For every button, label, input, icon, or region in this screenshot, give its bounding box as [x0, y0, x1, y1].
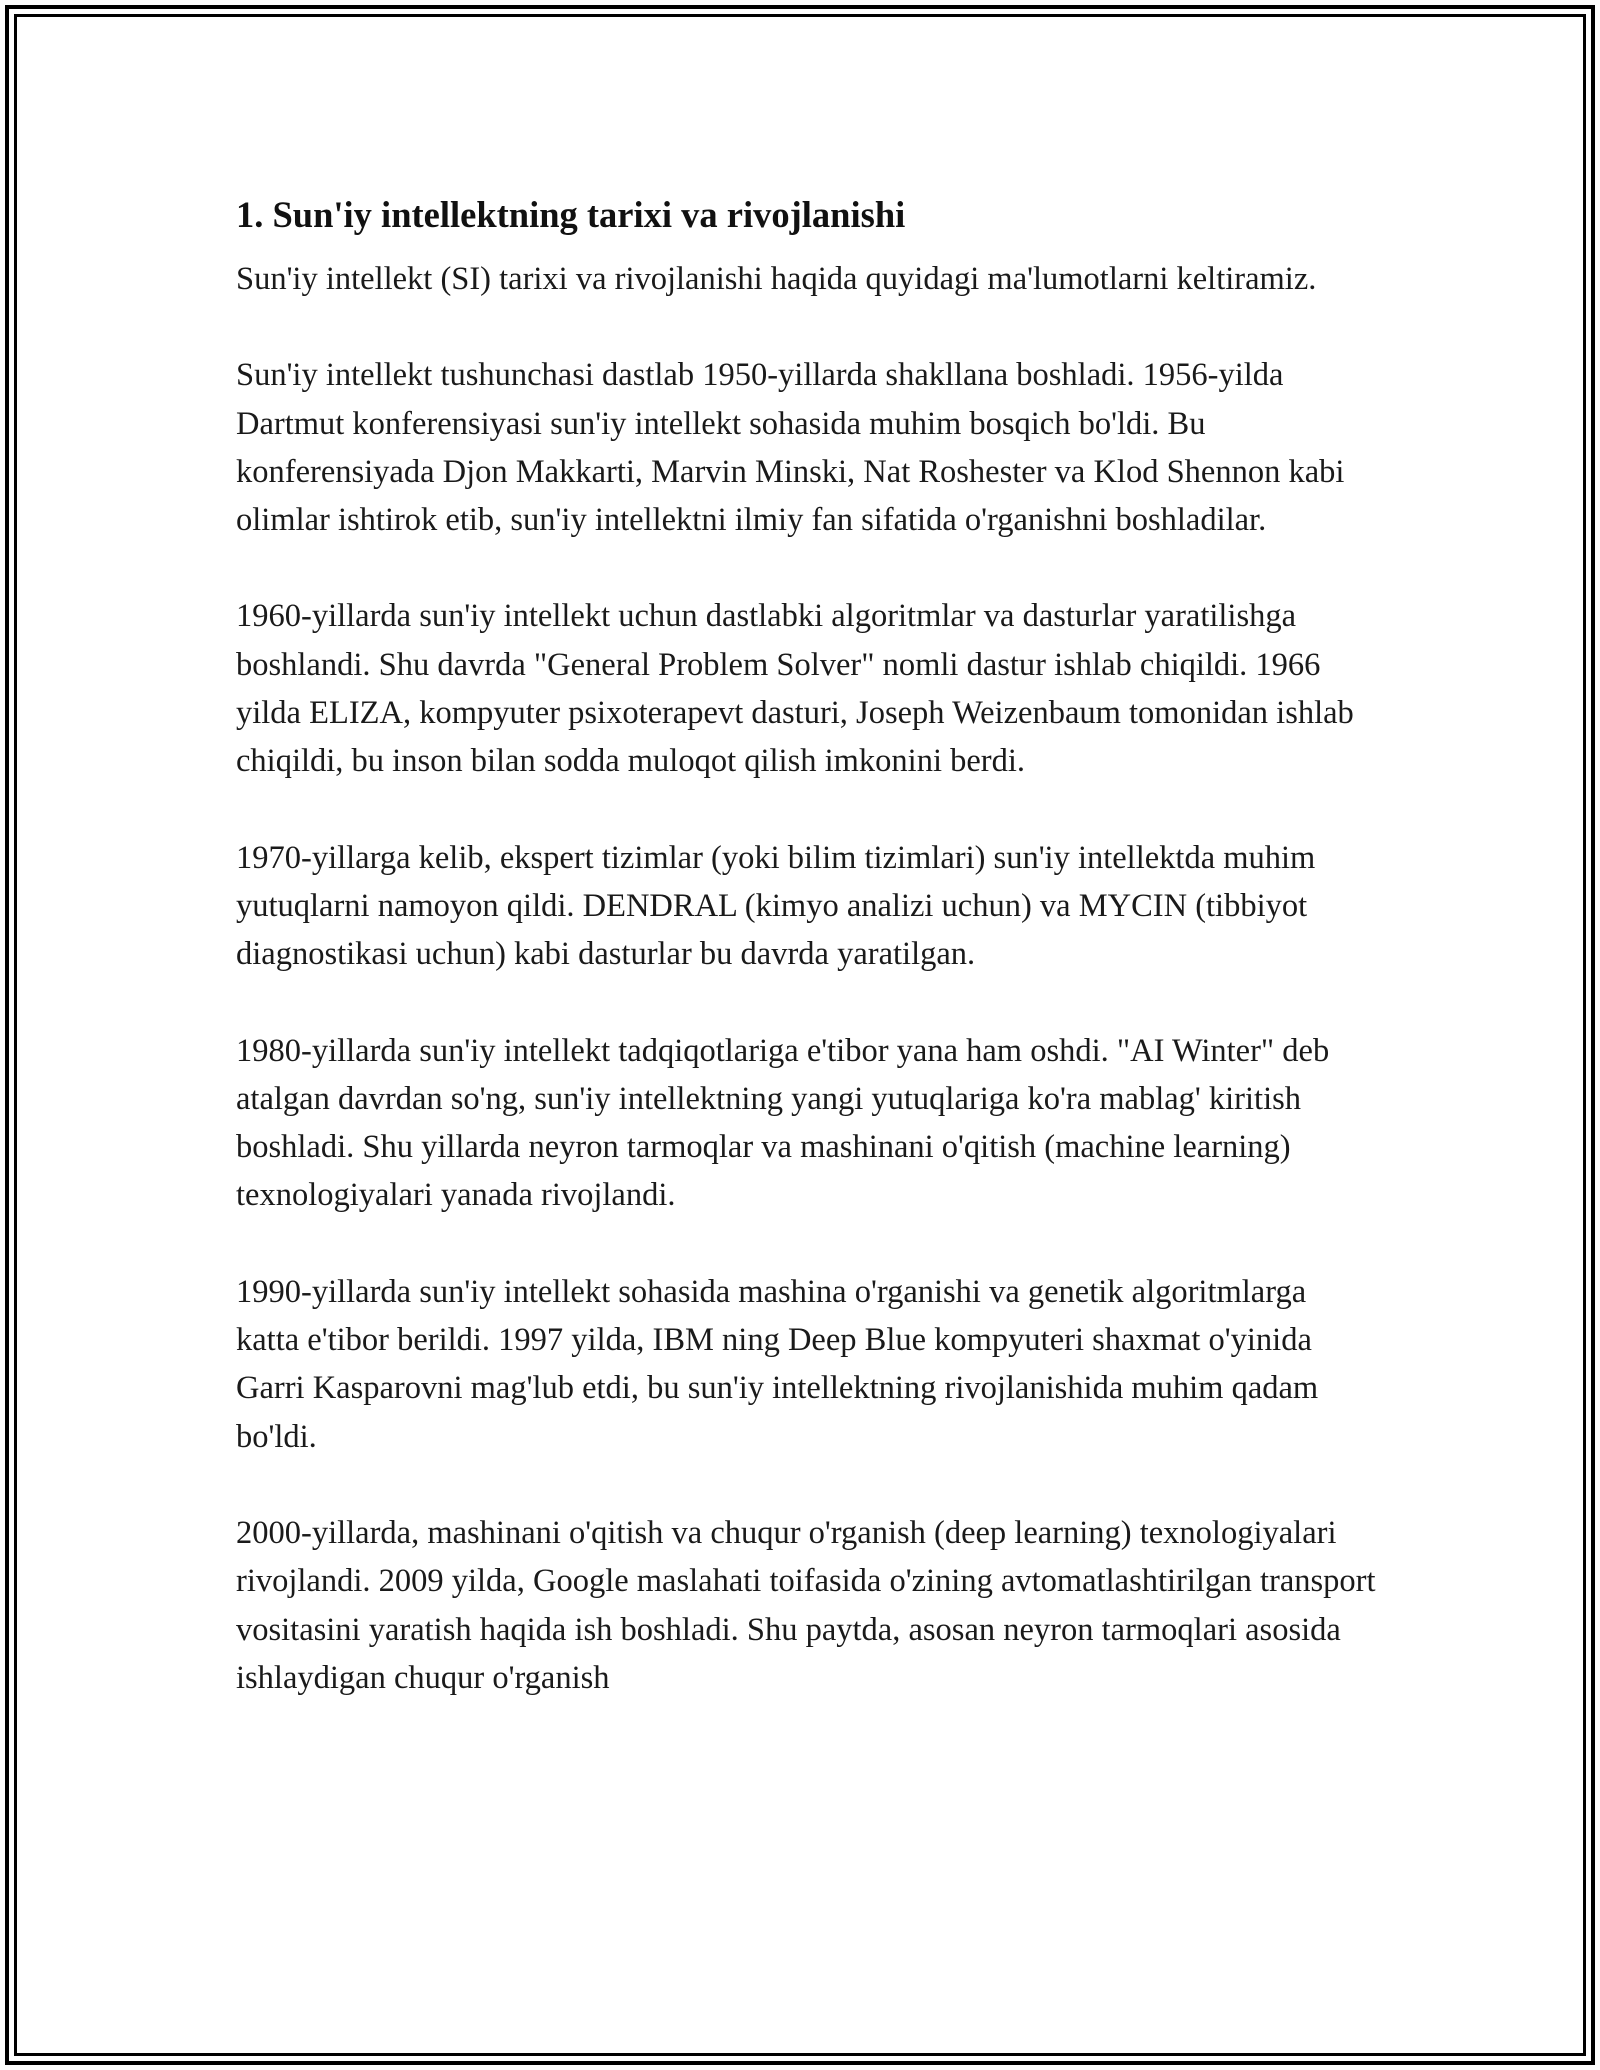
section-heading: 1. Sun'iy intellektning tarixi va rivojlanishi — [236, 194, 906, 235]
paragraph-1980s: 1980-yillarda sun'iy intellekt tadqiqotlariga e'tibor yana ham oshdi. "AI Winter" deb atalgan davrdan so'ng, sun'iy intellektning yangi yutuqlariga ko'ra mablag' kiritish boshladi. Shu yillarda neyron tarmoqlar va mashinani o'qitish (machine learning) texnologiyalari yanada rivojlandi. — [236, 1032, 1330, 1214]
paragraph-2000s: 2000-yillarda, mashinani o'qitish va chuqur o'rganish (deep learning) texnologiyalari rivojlandi. 2009 yilda, Google maslahati toifasida o'zining avtomatlashtirilgan transport vositasini yaratish haqida ish boshladi. Shu paytda, asosan neyron tarmoqlari asosida ishlaydigan chuqur o'rganish — [236, 1514, 1376, 1696]
paragraph-1970s: 1970-yillarga kelib, ekspert tizimlar (yoki bilim tizimlari) sun'iy intellektda muhim yutuqlarni namoyon qildi. DENDRAL (kimyo analizi uchun) va MYCIN (tibbiyot diagnostikasi uchun) kabi dasturlar bu davrda yaratilgan. — [236, 839, 1316, 973]
paragraph-1960s: 1960-yillarda sun'iy intellekt uchun dastlabki algoritmlar va dasturlar yaratilishga boshlandi. Shu davrda "General Problem Solver" nomli dastur ishlab chiqildi. 1966 yilda ELIZA, kompyuter psixoterapevt dasturi, Joseph Weizenbaum tomonidan ishlab chiqildi, bu inson bilan sodda muloqot qilish imkonini berdi. — [236, 598, 1354, 780]
document-body — [236, 187, 1376, 1702]
paragraph-1950s: Sun'iy intellekt tushunchasi dastlab 1950-yillarda shakllana boshladi. 1956-yilda Dartmut konferensiyasi sun'iy intellekt sohasida muhim bosqich bo'ldi. Bu konferensiyada Djon Makkarti, Marvin Minski, Nat Roshester va Klod Shennon kabi olimlar ishtirok etib, sun'iy intellektni ilmiy fan sifatida o'rganishni boshladilar. — [236, 357, 1345, 539]
paragraph-intro: Sun'iy intellekt (SI) tarixi va rivojlanishi haqida quyidagi ma'lumotlarni keltiramiz. — [236, 261, 1317, 297]
paragraph-1990s: 1990-yillarda sun'iy intellekt sohasida mashina o'rganishi va genetik algoritmlarga katta e'tibor berildi. 1997 yilda, IBM ning Deep Blue kompyuteri shaxmat o'yinida Garri Kasparovni mag'lub etdi, bu sun'iy intellektning rivojlanishida muhim qadam bo'ldi. — [236, 1273, 1319, 1455]
